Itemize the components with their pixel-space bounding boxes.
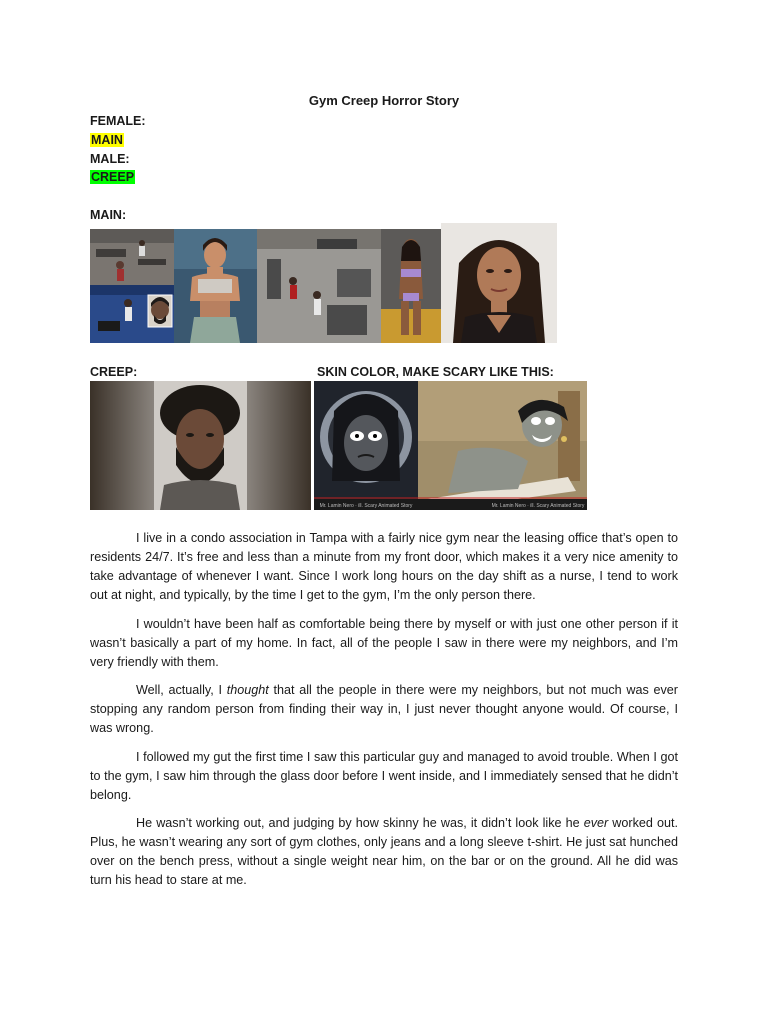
- story-paragraph-3: [90, 681, 678, 738]
- paragraph-5-end: worked out. Plus, he wasn’t wearing any sort of gym clothes, only jeans and a long sleeve t-shirt. He just sat hunched over on the bench press, without a single weight near him, on the bar or on the ground. All he did was turn his head to stare at me.: [90, 816, 678, 887]
- female-role-highlight: MAIN: [91, 133, 123, 147]
- cartoon-watermark-1: Mr. Lamin Nero · ill. Scary Animated Story: [319, 503, 413, 509]
- paragraph-3-end: that all the people in there were my neighbors, but not much was ever stopping any random person from finding their way in, I just never thought anyone would. Of course, I was wrong.: [90, 683, 678, 735]
- story-paragraph-5: [90, 814, 678, 890]
- female-label: FEMALE:: [90, 114, 146, 128]
- male-role: [90, 169, 135, 185]
- male-label: MALE:: [90, 152, 130, 166]
- creep-section-label: CREEP:: [90, 365, 138, 379]
- cartoon-watermark-2: Mr. Lamin Nero · ill. Scary Animated Story: [491, 503, 585, 509]
- male-role-highlight: CREEP: [91, 170, 135, 184]
- creep-mugshot-photo: [90, 381, 311, 510]
- story-paragraph-4: I followed my gut the first time I saw this particular guy and managed to avoid trouble. When I got to the gym, I saw him through the glass door before I went inside, and I immediately sensed that he didn’t belong.: [90, 749, 678, 802]
- woman-fitness-photo: [174, 229, 257, 343]
- story-body: [90, 529, 678, 900]
- story-paragraph-2: I wouldn’t have been half as comfortable being there by myself or with just one other person if it wasn’t basically a part of my home. In fact, all of the people I saw in there were my neighbors, and I’m very friendly with them.: [90, 616, 678, 669]
- female-role: [90, 132, 124, 148]
- main-section-label: MAIN:: [90, 208, 127, 222]
- gym-cctv-photo-2: [90, 285, 174, 343]
- gym-cctv-photo-1: [90, 229, 174, 285]
- story-paragraph-1: I live in a condo association in Tampa with a fairly nice gym near the leasing office that’s open to residents 24/7. It’s free and less than a minute from my front door, which makes it a very nice amenity to take advantage of whenever I want. Since I work long hours on the day shift as a nurse, I tend to work out at night, and typically, by the time I get to the gym, I’m the only person there.: [90, 531, 678, 602]
- paragraph-3-emphasis: thought: [226, 683, 269, 697]
- woman-bikini-photo: [381, 229, 441, 343]
- cartoon-reference-1: [314, 381, 418, 510]
- gym-floor-cctv-photo: [257, 229, 381, 343]
- skin-color-label: SKIN COLOR, MAKE SCARY LIKE THIS:: [317, 365, 554, 379]
- woman-selfie-photo: [441, 223, 557, 343]
- paragraph-5-emphasis: ever: [583, 816, 609, 830]
- document-title: Gym Creep Horror Story: [308, 93, 460, 108]
- paragraph-3-start: Well, actually, I: [136, 683, 227, 697]
- paragraph-5-start: He wasn’t working out, and judging by how skinny he was, it didn’t look like he: [136, 816, 584, 830]
- cartoon-reference-2: [418, 381, 587, 510]
